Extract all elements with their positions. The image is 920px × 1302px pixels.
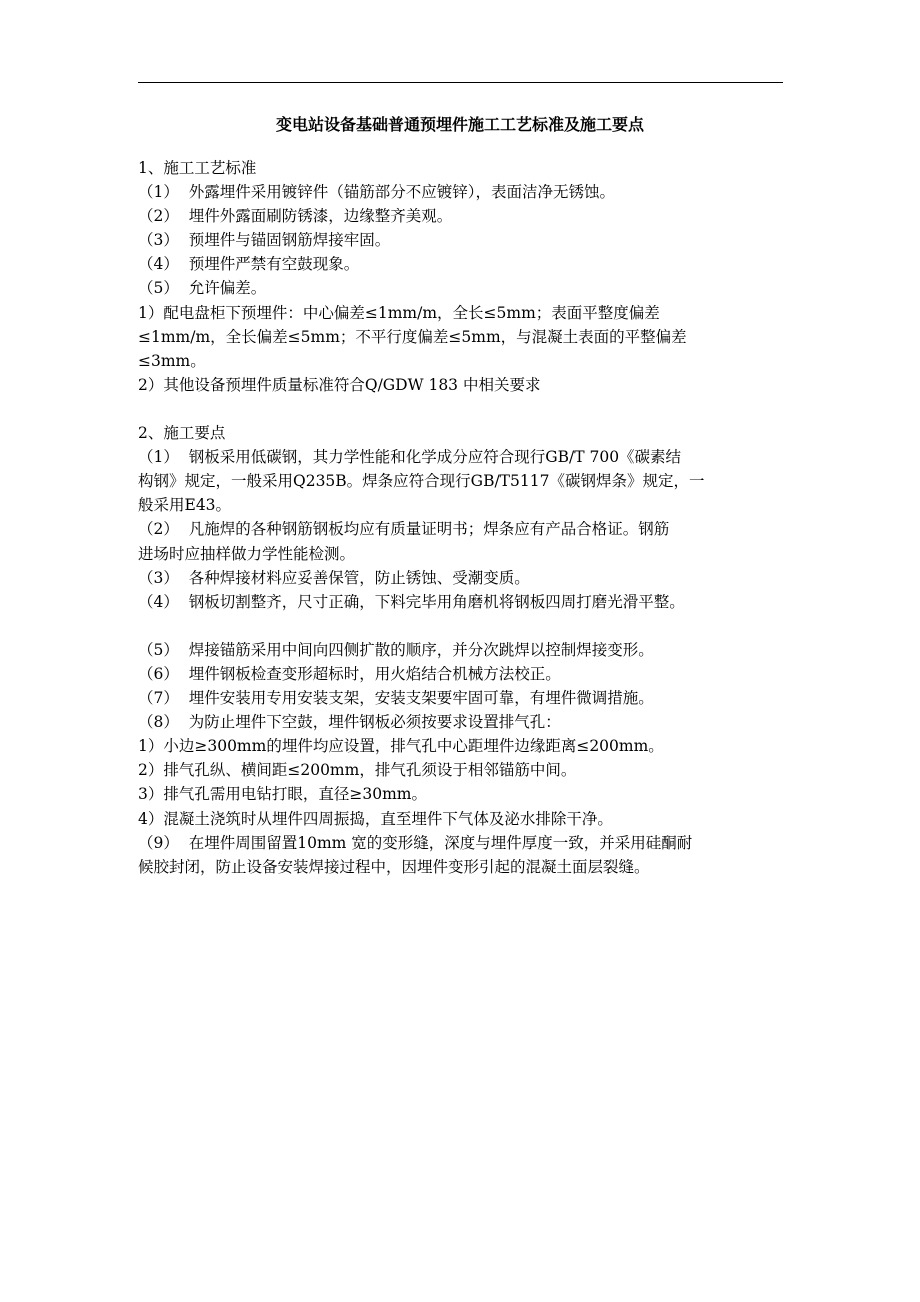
text-line: 候胶封闭，防止设备安装焊接过程中，因埋件变形引起的混凝土面层裂缝。	[138, 857, 650, 876]
text-line: （1） 钢板采用低碳钢，其力学性能和化学成分应符合现行GB/T 700《碳素结	[138, 448, 682, 467]
text-line: 1）配电盘柜下预埋件：中心偏差≤1mm/m，全长≤5mm；表面平整度偏差	[138, 303, 660, 322]
text-line: （1） 外露埋件采用镀锌件（锚筋部分不应镀锌），表面洁净无锈蚀。	[138, 183, 615, 202]
text-line: ≤1mm/m，全长偏差≤5mm；不平行度偏差≤5mm，与混凝土表面的平整偏差	[138, 327, 687, 346]
text-line: 进场时应抽样做力学性能检测。	[138, 544, 356, 563]
text-line: 1、施工工艺标准	[138, 159, 257, 177]
text-line: （6） 埋件钢板检查变形超标时，用火焰结合机械方法校正。	[138, 664, 561, 683]
text-line: ≤3mm。	[138, 351, 206, 370]
text-line	[138, 397, 798, 421]
document-title: 变电站设备基础普通预埋件施工工艺标准及施工要点	[275, 115, 644, 134]
text-line	[138, 614, 798, 638]
text-line: （9） 在埋件周围留置10mm 宽的变形缝，深度与埋件厚度一致，并采用硅酮耐	[138, 833, 693, 852]
text-line: （4） 钢板切割整齐，尺寸正确，下料完毕用角磨机将钢板四周打磨光滑平整。	[138, 592, 685, 611]
header-rule	[138, 82, 783, 83]
text-line: （4） 预埋件严禁有空鼓现象。	[138, 255, 360, 274]
text-line: 4）混凝土浇筑时从埋件四周振捣，直至埋件下气体及泌水排除干净。	[138, 809, 613, 828]
text-line: （3） 预埋件与锚固钢筋焊接牢固。	[138, 231, 391, 250]
text-line: 2）排气孔纵、横间距≤200mm，排气孔须设于相邻锚筋中间。	[138, 761, 577, 780]
text-line: （5） 允许偏差。	[138, 279, 267, 298]
text-line: 2、施工要点	[138, 424, 226, 443]
text-line: （5） 焊接锚筋采用中间向四侧扩散的顺序，并分次跳焊以控制焊接变形。	[138, 640, 654, 659]
text-line: 般采用E43。	[138, 496, 232, 515]
text-line: 构钢》规定，一般采用Q235B。焊条应符合现行GB/T5117《碳钢焊条》规定，一	[138, 472, 705, 491]
text-line: 1）小边≥300mm的埋件均应设置，排气孔中心距埋件边缘距离≤200mm。	[138, 737, 664, 756]
text-line: 3）排气孔需用电钻打眼，直径≥30mm。	[138, 785, 427, 804]
text-line: 2）其他设备预埋件质量标准符合Q/GDW 183 中相关要求	[138, 375, 541, 394]
text-line: （8） 为防止埋件下空鼓，埋件钢板必须按要求设置排气孔：	[138, 713, 561, 732]
text-line: （3） 各种焊接材料应妥善保管，防止锈蚀、受潮变质。	[138, 568, 530, 587]
text-line: （7） 埋件安装用专用安装支架，安装支架要牢固可靠，有埋件微调措施。	[138, 689, 654, 708]
document-body	[138, 156, 798, 879]
text-line: （2） 凡施焊的各种钢筋钢板均应有质量证明书；焊条应有产品合格证。钢筋	[138, 520, 670, 539]
text-line: （2） 埋件外露面刷防锈漆，边缘整齐美观。	[138, 207, 453, 226]
